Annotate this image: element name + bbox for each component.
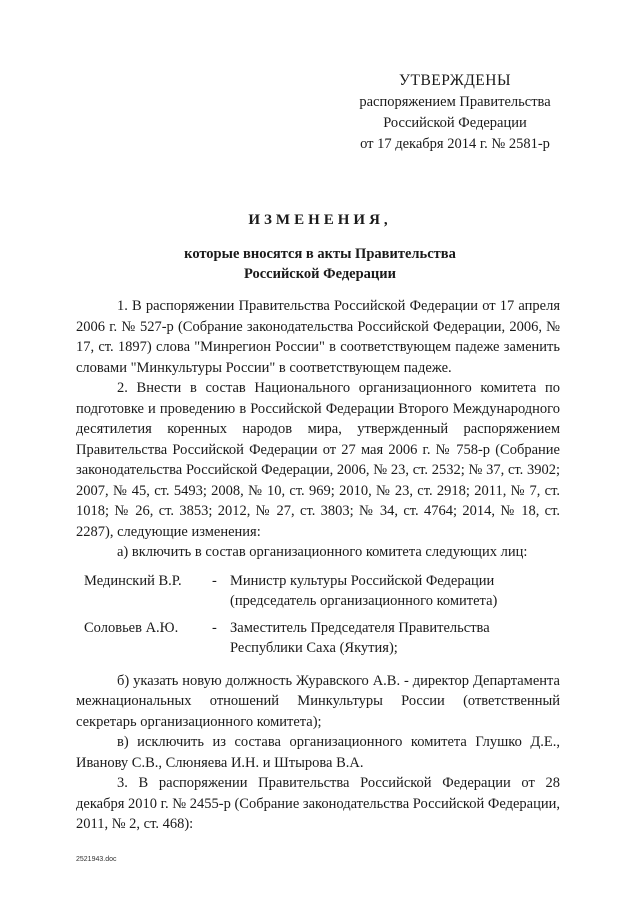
approval-line-2: Российской Федерации	[383, 115, 527, 131]
member-row	[76, 571, 560, 612]
document-title: ИЗМЕНЕНИЯ,	[248, 212, 392, 228]
document-subtitle	[0, 244, 640, 284]
file-name-footer: 2521943.doc	[76, 856, 117, 863]
member-row	[76, 618, 560, 659]
member-dash: -	[212, 572, 217, 589]
approval-heading: УТВЕРЖДЕНЫ	[399, 72, 511, 89]
member-name: Соловьев А.Ю.	[84, 619, 179, 636]
subtitle-line-2: Российской Федерации	[243, 266, 396, 282]
member-role: Министр культуры Российской Федерации (председатель организационного комитета)	[230, 572, 498, 609]
paragraph-2b: б) указать новую должность Журавского А.В. - директор Департамента межнациональных отношений Минкультуры России (ответственный секретарь организационного комитета);	[76, 672, 560, 730]
document-body	[76, 296, 560, 835]
paragraph-2c: в) исключить из состава организационного комитета Глушко Д.Е., Иванову С.В., Слюняева И.Н. и Штырова В.А.	[76, 734, 560, 771]
paragraph-3: 3. В распоряжении Правительства Российской Федерации от 28 декабря 2010 г. № 2455-р (Собрание законодательства Российской Федерации, 2011, № 2, ст. 468):	[76, 775, 560, 832]
member-dash: -	[212, 619, 217, 636]
paragraph-2: 2. Внести в состав Национального организационного комитета по подготовке и проведению в Российской Федерации Второго Международного десятилетия коренных народов мира, утвержденный распоряжением Правительства Российской Федерации от 27 мая 2006 г. № 758-р (Собрание законодательства Российской Федерации, 2006, № 23, ст. 2532; № 37, ст. 3902; 2007, № 45, ст. 5493; 2008, № 10, ст. 969; 2010, № 23, ст. 2918; 2011, № 7, ст. 1018; № 26, ст. 3853; 2012, № 27, ст. 3803; № 34, ст. 4764; 2014, № 18, ст. 2287), следующие изменения:	[76, 380, 560, 540]
paragraph-2a: а) включить в состав организационного комитета следующих лиц:	[117, 544, 528, 560]
subtitle-line-1: которые вносятся в акты Правительства	[184, 246, 456, 262]
approval-line-3: от 17 декабря 2014 г. № 2581-р	[360, 136, 550, 152]
approval-block	[330, 70, 580, 155]
paragraph-1: 1. В распоряжении Правительства Российской Федерации от 17 апреля 2006 г. № 527-р (Собрание законодательства Российской Федерации, 2006, № 17, ст. 1897) слова "Минрегион России" в соответствующем падеже заменить словами "Минкультуры России" в соответствующем падеже.	[76, 298, 560, 376]
approval-line-1: распоряжением Правительства	[359, 94, 551, 110]
member-role: Заместитель Председателя Правительства Республики Саха (Якутия);	[230, 619, 490, 656]
member-name: Мединский В.Р.	[84, 572, 182, 589]
